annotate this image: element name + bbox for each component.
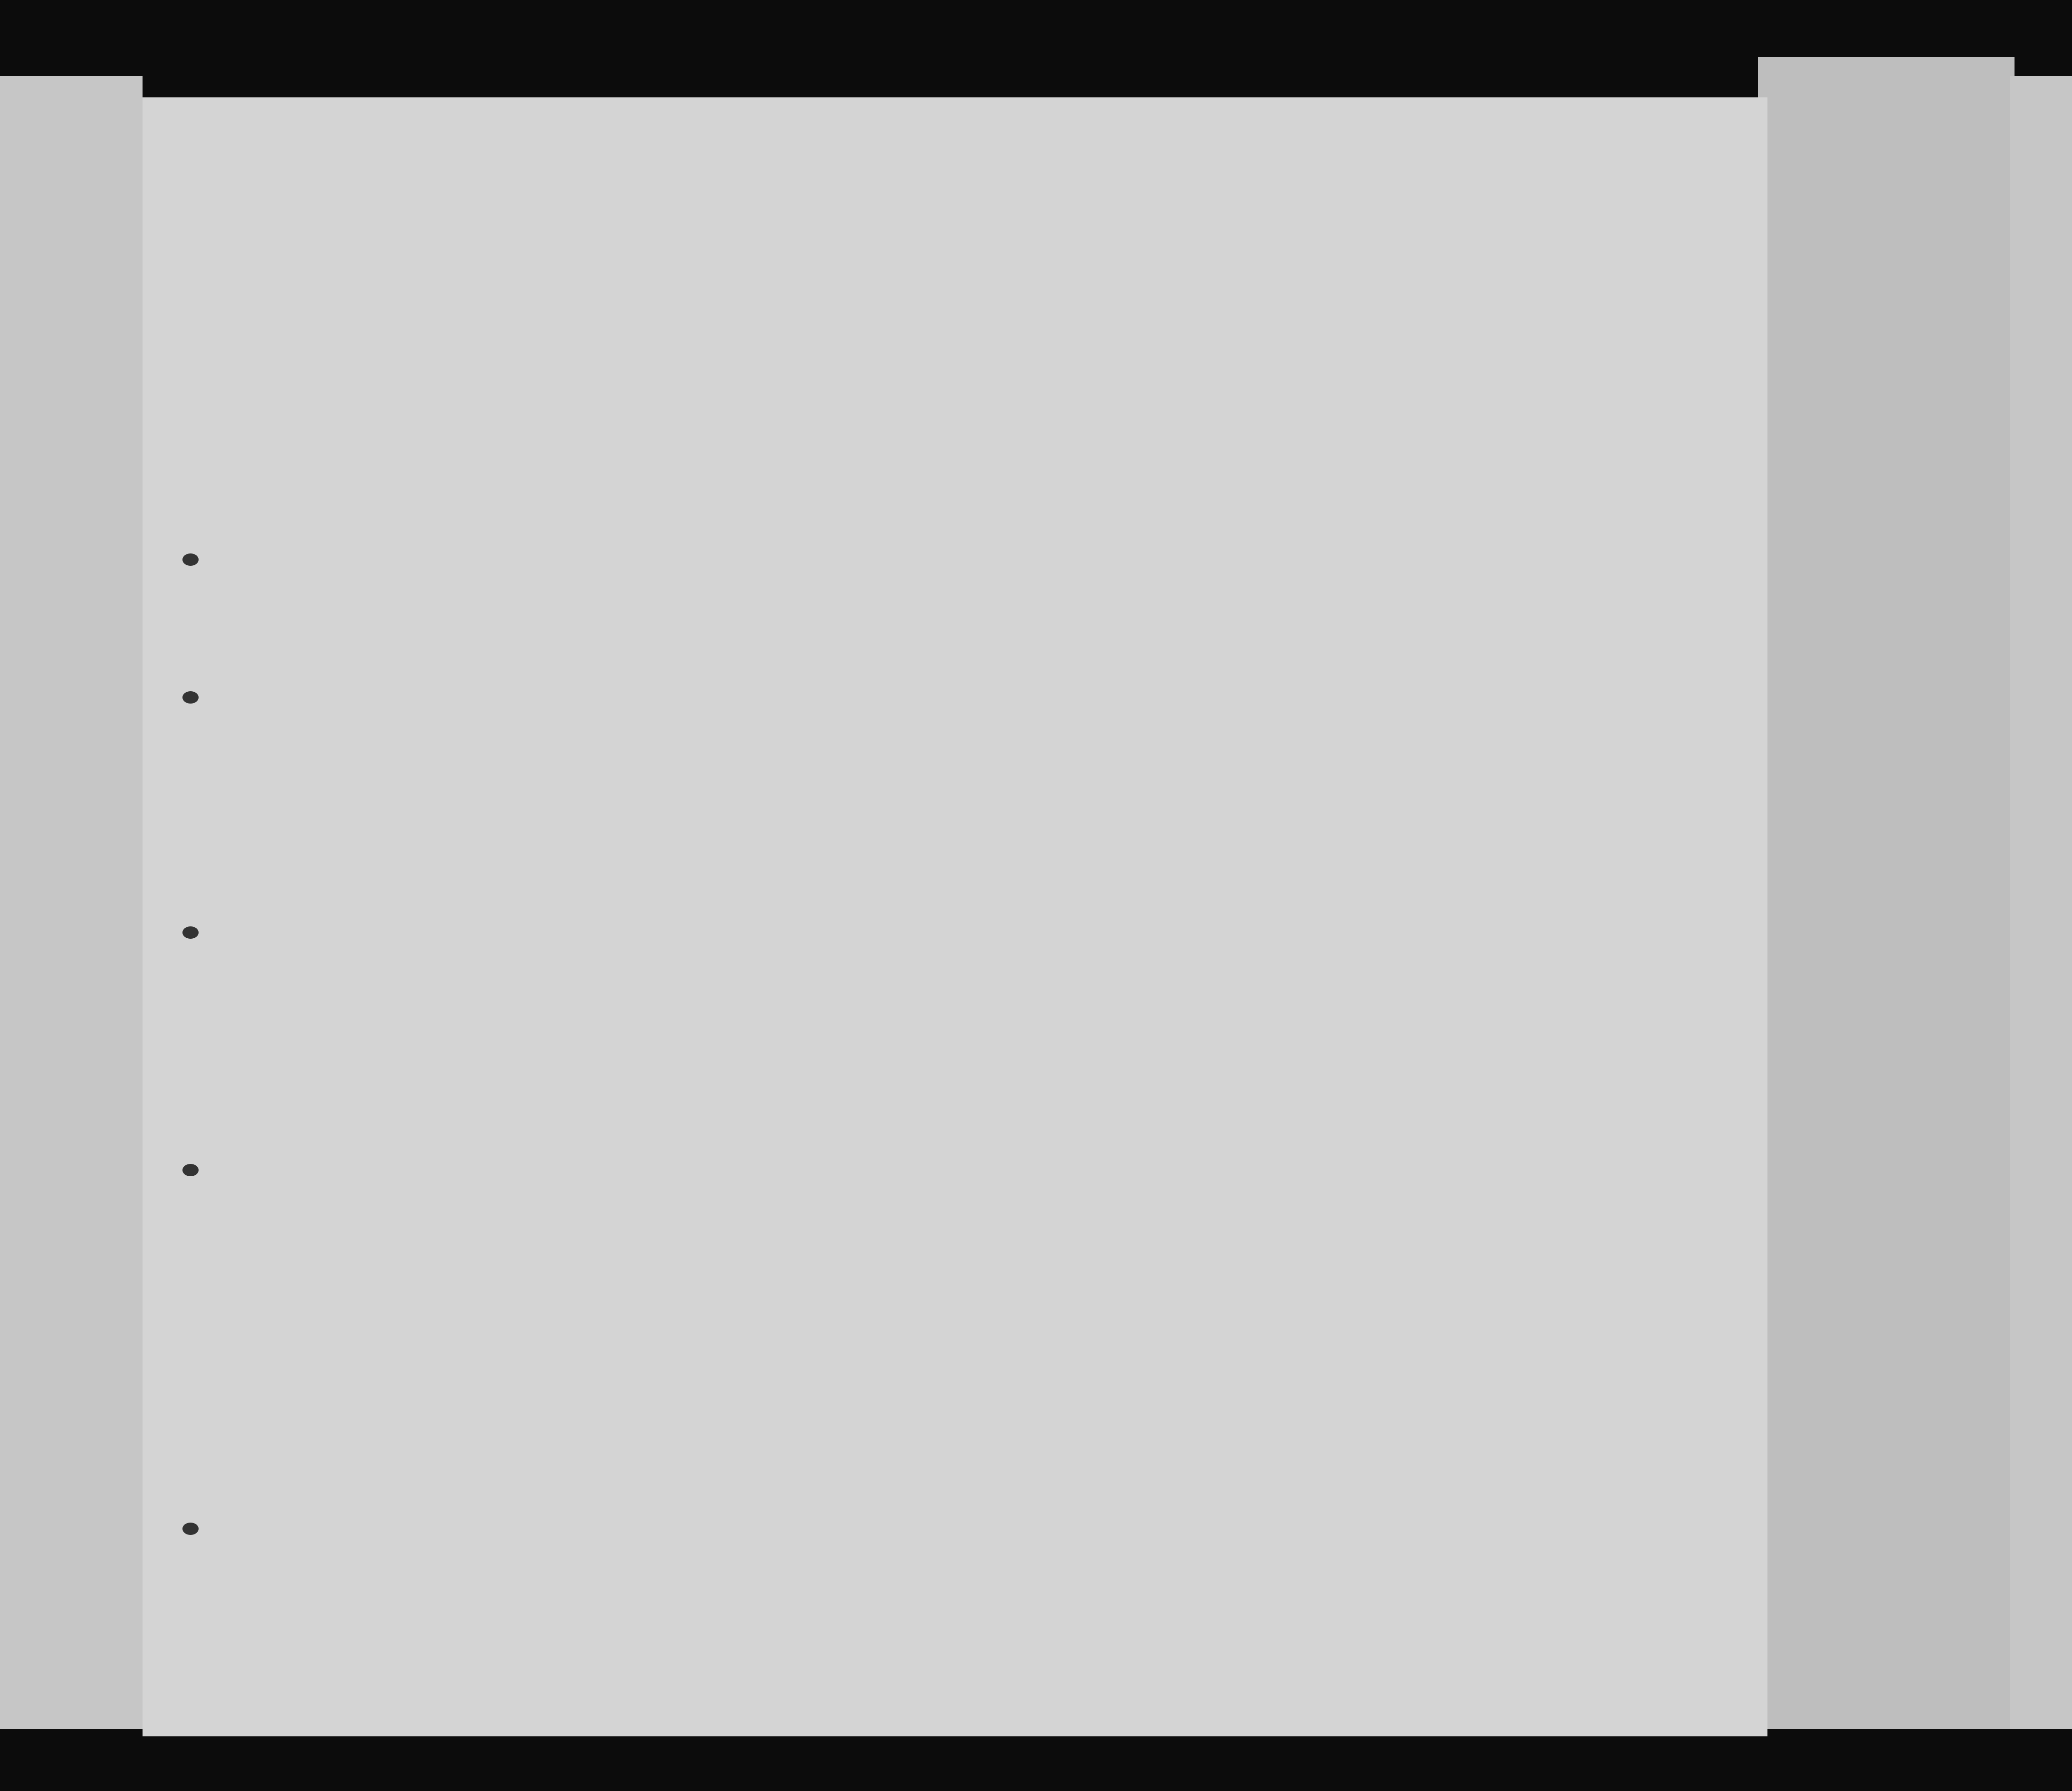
adjacent-page-right	[2010, 76, 2072, 1729]
binding-hole	[182, 1164, 199, 1176]
binding-hole	[182, 691, 199, 704]
stacked-page-edge	[1758, 57, 2015, 1729]
binding-hole	[182, 926, 199, 939]
binding-hole	[182, 553, 199, 566]
manifest-table	[214, 306, 1767, 1698]
arriving-line	[223, 261, 565, 294]
binding-hole	[182, 1523, 199, 1535]
adjacent-page-left	[0, 76, 143, 1729]
manifest-sheet	[143, 97, 1767, 1736]
